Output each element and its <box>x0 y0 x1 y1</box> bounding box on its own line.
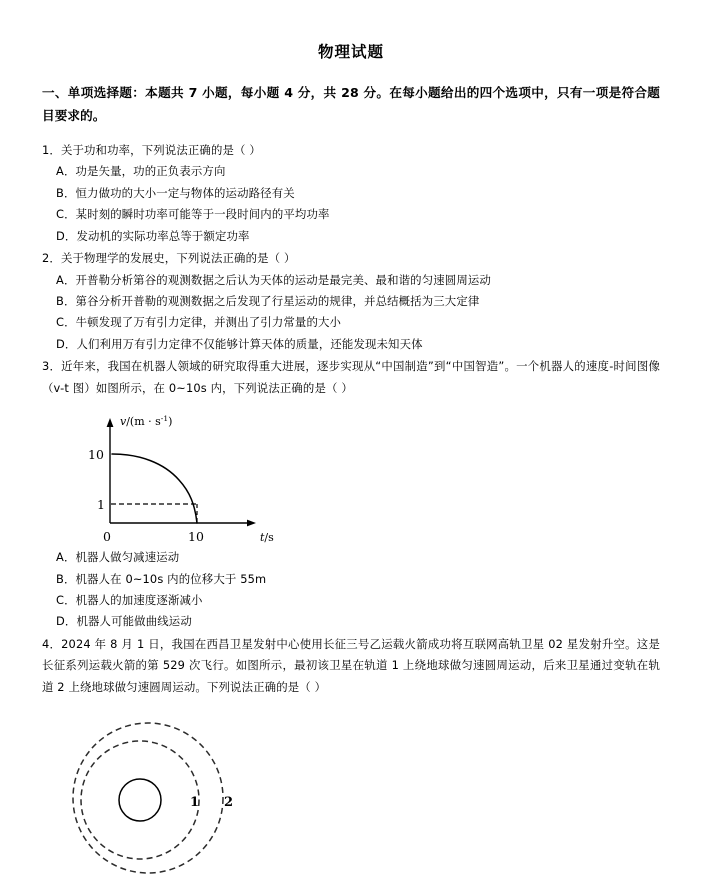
question-1 <box>42 140 660 247</box>
question-1-stem: 1．关于功和功率，下列说法正确的是（ ） <box>42 142 261 157</box>
earth-circle <box>119 779 161 821</box>
paper-body <box>42 0 660 877</box>
y-tick-1: 1 <box>97 497 105 513</box>
question-3 <box>42 356 660 633</box>
question-1-option-b[interactable]: B．恒力做功的大小一定与物体的运动路径有关 <box>56 185 295 200</box>
question-3-option-b[interactable]: B．机器人在 0~10s 内的位移大于 55m <box>56 571 267 586</box>
question-2-stem: 2．关于物理学的发展史，下列说法正确的是（ ） <box>42 251 296 266</box>
page-title: 物理试题 <box>317 43 384 61</box>
question-2-option-a[interactable]: A．开普勒分析第谷的观测数据之后认为天体的运动是最完美、最和谐的匀速圆周运动 <box>56 272 491 287</box>
x-axis-arrowhead <box>247 520 256 527</box>
orbit-2-label: 2 <box>224 795 234 811</box>
section-heading: 一、单项选择题：本题共 7 小题，每小题 4 分，共 28 分。在每小题给出的四个选项中，只有一项是符合题目要求的。 <box>42 84 660 123</box>
orbit-1-label: 1 <box>190 795 200 811</box>
origin-label: 0 <box>103 529 111 545</box>
x-axis-label: t/s <box>260 531 274 545</box>
orbit-1-circle <box>81 741 199 859</box>
question-3-stem: 3．近年来，我国在机器人领域的研究取得重大进展，逐步实现从“中国制造”到“中国智造”。一个机器人的速度-时间图像（v-t 图）如图所示，在 0~10s 内，下列说法正确的是（ ） <box>42 359 660 395</box>
question-2-option-c[interactable]: C．牛顿发现了万有引力定律，并测出了引力常量的大小 <box>56 315 342 330</box>
question-4 <box>42 634 660 877</box>
question-2-option-d[interactable]: D．人们利用万有引力定律不仅能够计算天体的质量，还能发现未知天体 <box>56 336 423 351</box>
question-3-option-a[interactable]: A．机器人做匀减速运动 <box>56 550 180 565</box>
question-3-option-d[interactable]: D．机器人可能做曲线运动 <box>56 614 192 629</box>
question-1-option-a[interactable]: A．功是矢量，功的正负表示方向 <box>56 164 226 179</box>
question-4-stem: 4．2024 年 8 月 1 日，我国在西昌卫星发射中心使用长征三号乙运载火箭成功将互联网高轨卫星 02 星发射升空。这是长征系列运载火箭的第 529 次飞行。如图所示，最初该卫星在轨道 1 上绕地球做匀速圆周运动，后来卫星通过变轨在轨道 2 上绕地球做匀速圆周运动。下列说法正确的是（ ） <box>42 636 660 694</box>
question-2-option-b[interactable]: B．第谷分析开普勒的观测数据之后发现了行星运动的规律，并总结概括为三大定律 <box>56 293 480 308</box>
x-tick-10: 10 <box>188 529 204 545</box>
figure-satellite-orbits <box>60 712 290 877</box>
velocity-curve <box>112 454 197 523</box>
question-1-option-d[interactable]: D．发动机的实际功率总等于额定功率 <box>56 228 250 243</box>
y-axis-label: $v/(m \cdot s^{-1})$ <box>120 414 173 429</box>
question-2 <box>42 248 660 355</box>
y-tick-10: 10 <box>88 447 104 463</box>
question-1-option-c[interactable]: C．某时刻的瞬时功率可能等于一段时间内的平均功率 <box>56 207 330 222</box>
orbit-2-circle <box>73 723 223 873</box>
y-axis-arrowhead <box>107 418 114 427</box>
question-3-option-c[interactable]: C．机器人的加速度逐渐减小 <box>56 593 203 607</box>
figure-velocity-time-graph <box>64 405 314 545</box>
